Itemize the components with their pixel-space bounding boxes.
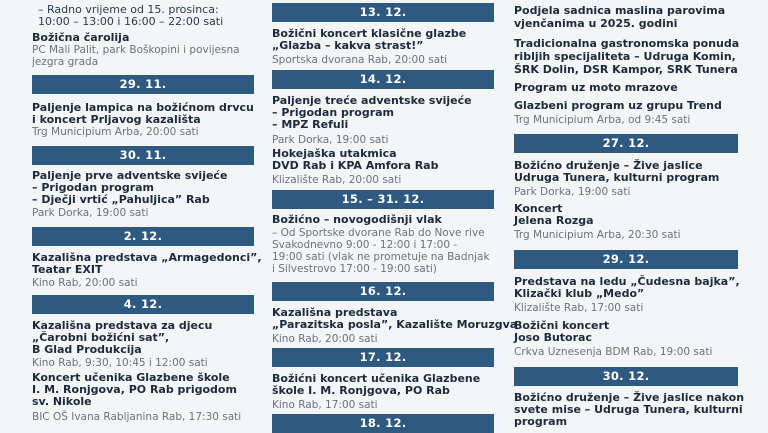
event-location: Crkva Uznesenja BDM Rab, 19:00 sati [514, 346, 713, 358]
event-title: Paljenje treće adventske svijeće [272, 94, 472, 107]
event-location: Kino Rab, 9:30, 10:45 i 12:00 sati [32, 357, 208, 369]
event-title: Udruga Tunera, kulturni program [514, 171, 720, 184]
date-header: 29. 12. [514, 250, 738, 269]
event-title: ribljih specijaliteta – Udruga Komin, [514, 50, 736, 63]
date-header: 30. 12. [514, 367, 738, 386]
event-location: Kino Rab, 20:00 sati [32, 277, 138, 289]
event-detail: Svakodnevno 9:00 - 12:00 i 17:00 - [272, 239, 458, 251]
event-detail: 19:00 sati (vlak ne prometuje na Badnjak [272, 251, 490, 263]
date-header: 29. 11. [32, 75, 254, 94]
event-location: BIC OŠ Ivana Rabljanina Rab, 17:30 sati [32, 411, 242, 423]
event-title: Teatar EXIT [32, 263, 103, 276]
event-location: PC Mali Palit, park Boškopini i povijesna [32, 44, 240, 56]
event-title: i koncert Prljavog kazališta [32, 113, 201, 126]
event-title: Hokejaška utakmica [272, 147, 397, 160]
event-title: sv. Nikole [32, 395, 92, 408]
event-title: Kazališna predstava za djecu [32, 319, 213, 332]
event-title: I. M. Ronjgova, PO Rab prigodom [32, 383, 237, 396]
event-title: ŠRK Dolin, DSR Kampor, SRK Tunera [514, 63, 738, 76]
event-title: Program uz moto mrazove [514, 81, 678, 94]
event-location: Trg Municipium Arba, 20:30 sati [514, 229, 681, 241]
event-location: Trg Municipium Arba, od 9:45 sati [514, 114, 691, 126]
event-location: Trg Municipium Arba, 20:00 sati [32, 126, 199, 138]
date-header: 17. 12. [272, 348, 494, 367]
event-title: Podjela sadnica maslina parovima [514, 4, 726, 17]
event-title: Paljenje prve adventske svijeće [32, 169, 228, 182]
event-title: Glazbeni program uz grupu Trend [514, 99, 722, 112]
event-title: Božični koncert klasične glazbe [272, 27, 467, 40]
date-header: 27. 12. [514, 134, 738, 153]
event-title: „Parazitska posla”, Kazalište Moruzgva [272, 318, 518, 331]
event-title: „Čarobni božićni sat”, [32, 331, 170, 344]
event-title: Jelena Rozga [514, 214, 594, 227]
event-title: Božična čarolija [32, 31, 130, 44]
event-title: Paljenje lampica na božićnom drvcu [32, 101, 254, 114]
event-title: Koncert [514, 202, 563, 215]
hours-line: – Radno vrijeme od 15. prosinca: [38, 3, 219, 16]
event-location: Kino Rab, 20:00 sati [272, 333, 378, 345]
event-title: B Glad Produkcija [32, 343, 142, 356]
event-location: Klizalište Rab, 20:00 sati [272, 174, 402, 186]
date-header: 4. 12. [32, 295, 254, 314]
date-header: 15. – 31. 12. [272, 190, 494, 209]
event-detail: i Silvestrovo 17:00 - 19:00 sati) [272, 263, 437, 275]
date-header: 30. 11. [32, 146, 254, 165]
event-title: Božični koncert [514, 319, 610, 332]
event-location: Klizalište Rab, 17:00 sati [514, 302, 644, 314]
event-location: Park Dorka, 19:00 sati [514, 186, 631, 198]
event-title: – Dječji vrtić „Pahuljica” Rab [32, 193, 210, 206]
date-header: 14. 12. [272, 70, 494, 89]
event-title: vjenčanima u 2025. godini [514, 17, 678, 30]
event-title: Joso Butorac [514, 331, 592, 344]
hours-line: 10:00 – 13:00 i 16:00 – 22:00 sati [38, 15, 224, 28]
event-title: Kazališna predstava [272, 306, 398, 319]
date-header: 13. 12. [272, 3, 494, 22]
event-title: svete mise – Udruga Tunera, kulturni [514, 403, 743, 416]
event-title: Kazališna predstava „Armagedonci”, [32, 251, 262, 264]
event-title: – MPZ Refuli [272, 118, 349, 131]
date-header: 18. 12. [272, 414, 494, 433]
event-title: Božićno – novogodišnji vlak [272, 213, 442, 226]
event-title: Božićni koncert učenika Glazbene [272, 372, 481, 385]
event-title: – Prigodan program [32, 181, 155, 194]
event-location: Park Dorka, 19:00 sati [32, 207, 149, 219]
event-title: Klizački klub „Medo” [514, 287, 645, 300]
event-location: Park Dorka, 19:00 sati [272, 134, 389, 146]
event-title: Tradicionalna gastronomska ponuda [514, 37, 740, 50]
date-header: 16. 12. [272, 282, 494, 301]
event-title: program [514, 415, 568, 428]
event-location: jezgra grada [32, 56, 99, 68]
event-title: Koncert učenika Glazbene škole [32, 371, 230, 384]
event-location: Kino Rab, 17:00 sati [272, 399, 378, 411]
event-title: škole I. M. Ronjgova, PO Rab [272, 384, 450, 397]
date-header: 2. 12. [32, 227, 254, 246]
event-location: Sportska dvorana Rab, 20:00 sati [272, 54, 448, 66]
event-title: Božićno druženje – Žive jaslice [514, 159, 703, 172]
event-detail: – Od Sportske dvorane Rab do Nove rive [272, 227, 485, 239]
event-title: „Glazba – kakva strast!” [272, 39, 424, 52]
event-title: DVD Rab i KPA Amfora Rab [272, 159, 439, 172]
event-title: Predstava na ledu „Čudesna bajka”, [514, 275, 740, 288]
event-title: Božićno druženje – Žive jaslice nakon [514, 391, 745, 404]
event-title: – Prigodan program [272, 106, 395, 119]
